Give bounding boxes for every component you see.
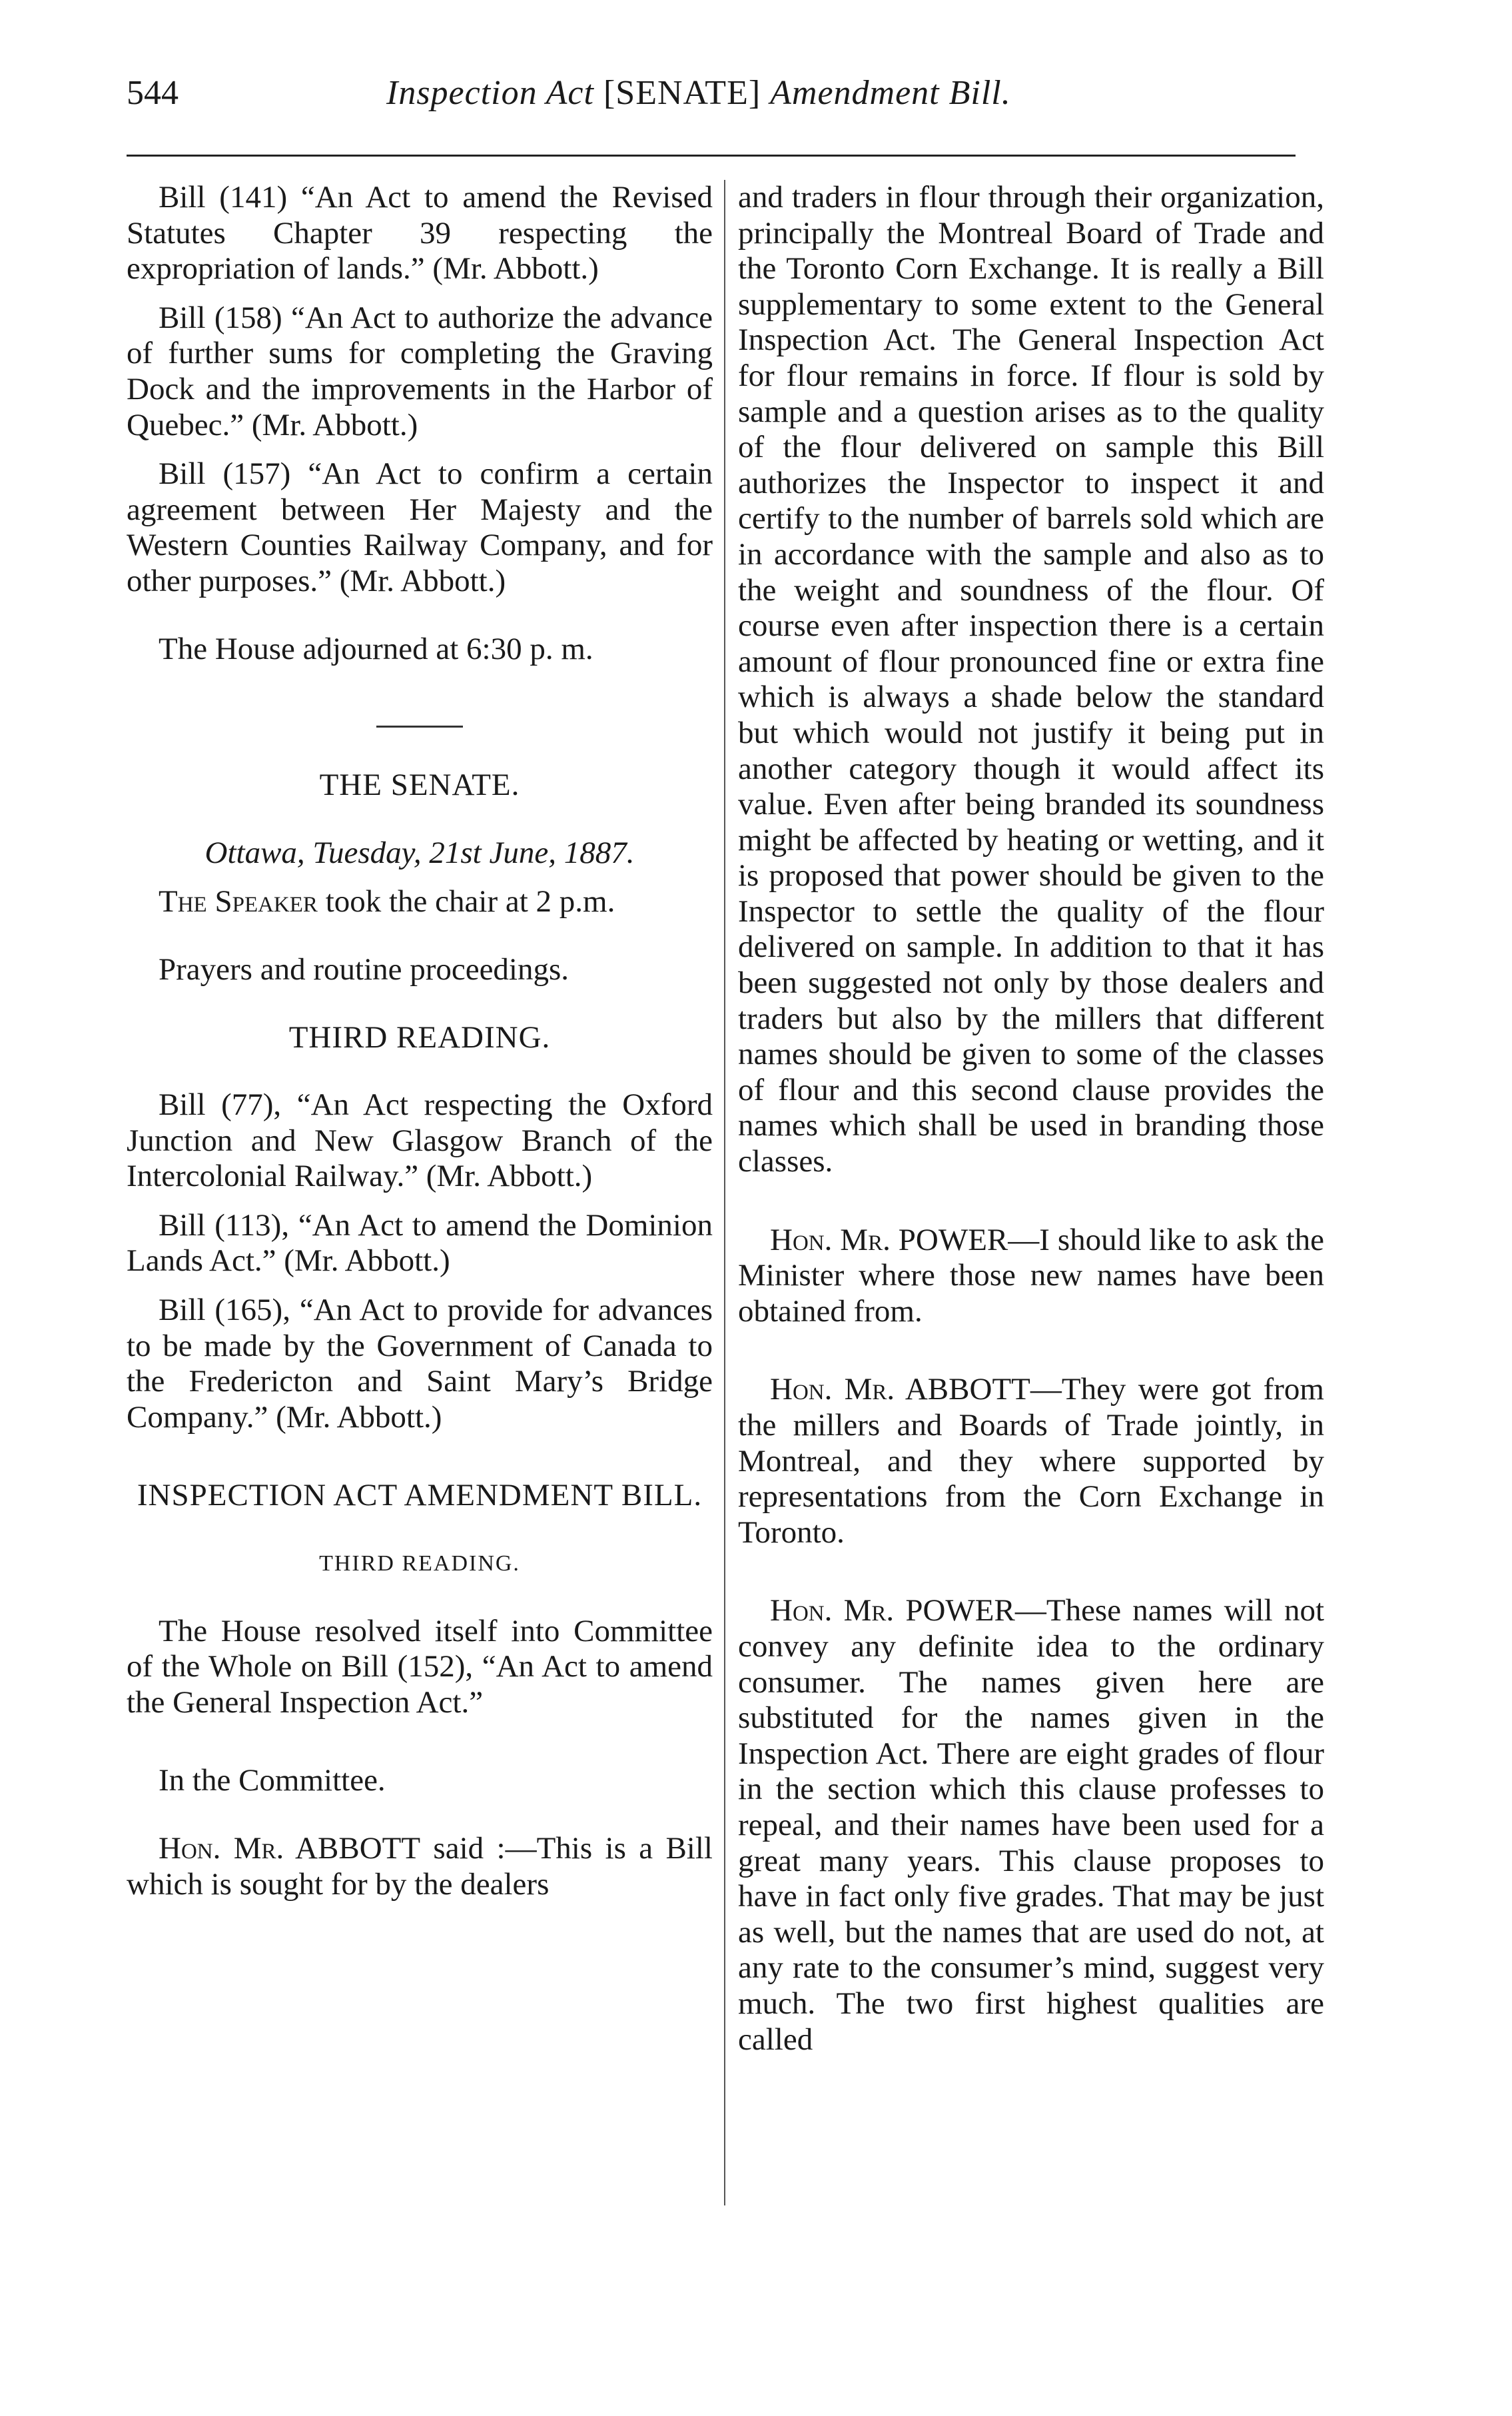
- abbott-speech-paragraph: [127, 1831, 713, 1902]
- third-reading-heading: THIRD READING.: [288, 1019, 551, 1055]
- abbott-reply-paragraph: [738, 1372, 1324, 1550]
- speaker-text: took the chair at 2 p.m.: [317, 884, 615, 919]
- running-head-title-1: Inspection Act: [386, 74, 594, 112]
- column-divider: [724, 180, 725, 2205]
- speaker-paragraph: [127, 884, 713, 920]
- section-divider: [376, 726, 463, 728]
- page-header: [127, 73, 1312, 133]
- third-reading-subheading: THIRD READING.: [319, 1551, 520, 1576]
- power-speaker-name: Hon. Mr. POWER: [770, 1222, 1008, 1257]
- abbott-speech-continuation: and traders in flour through their organization, principally the Montreal Board of Trade and the Toronto Corn Exchange. It is really a Bill supplementary to some extent to the General Inspection Act. The General Inspection Act for flour remains in force. If flour is sold by sample and a question arises as to the quality of the flour delivered on sample this Bill authorizes the Inspector to inspect it and certify to the number of barrels sold which are in accordance with the sample and also as to the weight and soundness of the flour. Of course even after inspection there is a certain amount of flour pronounced fine or extra fine which is always a shade below the standard but which would not justify it being put in another category though it would affect its value. Even after being branded its soundness might be affected by heating or wetting, and it is proposed that power should be given to the Inspector to settle the quality of the flour delivered on sample. In addition to that it has been suggested not only by those dealers and traders but also by the millers that different names should be given to some of the classes of flour and this second clause provides the names which shall be used in branding those classes.: [738, 180, 1324, 1179]
- in-committee-paragraph: In the Committee.: [159, 1763, 386, 1798]
- bill-141-paragraph: Bill (141) “An Act to amend the Revised Statutes Chapter 39 respecting the expropriation of lands.” (Mr. Abbott.): [127, 180, 713, 287]
- running-head-title-3: Amendment Bill.: [770, 74, 1011, 112]
- speaker-name: The Speaker: [159, 884, 318, 919]
- bill-157-paragraph: Bill (157) “An Act to confirm a certain agreement between Her Majesty and the Western Counties Railway Company, and for other purposes.” (Mr. Abbott.): [127, 456, 713, 598]
- power-remark-paragraph: [738, 1593, 1324, 2058]
- abbott-reply-speaker-name: Hon. Mr. ABBOTT: [770, 1372, 1030, 1407]
- power-question-text: —I should like to ask the Minister where those new names have been obtained from.: [738, 1222, 1325, 1329]
- abbott-speech-text: said :—This is a Bill which is sought for by the dealers: [127, 1831, 713, 1902]
- inspection-act-heading: INSPECTION ACT AMENDMENT BILL.: [137, 1478, 703, 1513]
- bill-165-paragraph: Bill (165), “An Act to provide for advances to be made by the Government of Canada to the Fredericton and Saint Mary’s Bridge Company.” (Mr. Abbott.): [127, 1293, 713, 1435]
- adjournment-paragraph: The House adjourned at 6:30 p. m.: [159, 631, 593, 666]
- bill-77-paragraph: Bill (77), “An Act respecting the Oxford Junction and New Glasgow Branch of the Intercolonial Railway.” (Mr. Abbott.): [127, 1087, 713, 1194]
- prayers-paragraph: Prayers and routine proceedings.: [159, 951, 569, 987]
- committee-intro-paragraph: The House resolved itself into Committee of the Whole on Bill (152), “An Act to amend the General Inspection Act.”: [127, 1613, 713, 1720]
- senate-heading: THE SENATE.: [319, 768, 520, 803]
- left-column: [127, 180, 713, 1902]
- bill-158-paragraph: Bill (158) “An Act to authorize the advance of further sums for completing the Graving Dock and the improvements in the Harbor of Quebec.” (Mr. Abbott.): [127, 300, 713, 442]
- header-rule: [127, 155, 1296, 157]
- dateline: Ottawa, Tuesday, 21st June, 1887.: [204, 835, 635, 870]
- abbott-reply-text: —They were got from the millers and Boards of Trade jointly, in Montreal, and they where supported by representations from the Corn Exchange in Toronto.: [738, 1372, 1324, 1550]
- power-question-paragraph: [738, 1223, 1324, 1330]
- abbott-speaker-name: Hon. Mr. ABBOTT: [159, 1831, 421, 1866]
- right-column: [738, 180, 1324, 2058]
- bill-113-paragraph: Bill (113), “An Act to amend the Dominion Lands Act.” (Mr. Abbott.): [127, 1207, 713, 1279]
- running-head: [386, 73, 1011, 113]
- running-head-title-2: [SENATE]: [603, 74, 761, 112]
- power-remark-text: —These names will not convey any definite idea to the ordinary consumer. The names given here are substituted for the names given in the Inspection Act. There are eight grades of flour in the section which this clause professes to repeal, and their names have been used for a great many years. This clause proposes to have in fact only five grades. That may be just as well, but the names that are used do not, at any rate to the consumer’s mind, suggest very much. The two first highest qualities are called: [738, 1593, 1325, 2057]
- page-number: 544: [127, 74, 179, 112]
- power-remark-speaker-name: Hon. Mr. POWER: [770, 1593, 1015, 1628]
